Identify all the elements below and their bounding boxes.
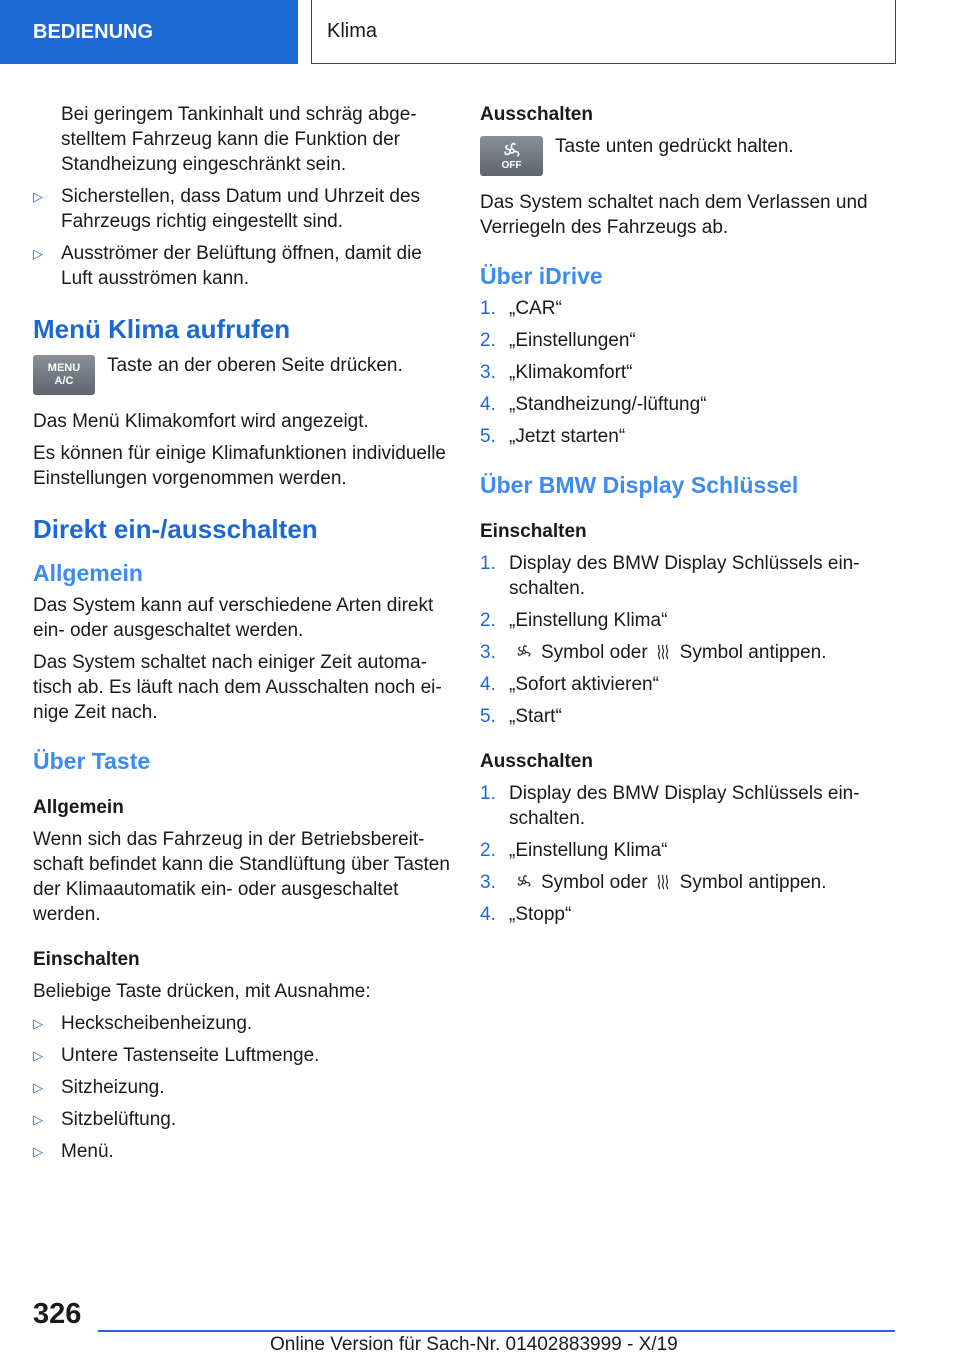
list-item: [480, 296, 900, 321]
menu-key-text: Taste an der oberen Seite drücken.: [107, 355, 403, 376]
step-number: 2.: [480, 610, 496, 631]
heading-ausschalten: Ausschalten: [480, 104, 593, 125]
heading-direct: Direkt ein-/ausschalten: [33, 514, 318, 544]
step-text: „Standheizung/-lüftung“: [509, 394, 707, 415]
list-item-text: Ausströmer der Belüftung öffnen, damit die Luft ausströmen kann.: [61, 243, 422, 289]
footer-divider: [98, 1330, 895, 1332]
step-text: „Einstellung Klima“: [509, 610, 668, 631]
section-tab: [0, 0, 298, 64]
step-number: 5.: [480, 426, 496, 447]
step-number: 2.: [480, 840, 496, 861]
list-item: [480, 902, 900, 927]
footer-version-text: Online Version für Sach-Nr. 01402883999 - X/19: [270, 1334, 678, 1355]
list-item: [480, 640, 900, 665]
general-paragraph-1: Das System kann auf verschiedene Arten direkt ein- oder ausgeschaltet werden.: [33, 595, 434, 641]
menu-key-label: MENU A/C: [47, 362, 81, 387]
list-item-text: Untere Tastenseite Luftmenge.: [61, 1045, 320, 1066]
step-number: 2.: [480, 330, 496, 351]
step-number: 4.: [480, 674, 496, 695]
list-item: [480, 392, 900, 417]
off-key-row: [480, 134, 900, 176]
list-item: [33, 1107, 451, 1132]
step-text: „Start“: [509, 706, 562, 727]
step-text: „Einstellung Klima“: [509, 840, 668, 861]
ventilation-icon: [515, 873, 533, 891]
intro-paragraph: Bei geringem Tankinhalt und schräg abgestelltem Fahrzeug kann die Funktion der Standheizung eingeschränkt sein.: [61, 104, 417, 175]
section-title: BEDIENUNG: [33, 20, 154, 43]
list-item-text: Heckscheibenheizung.: [61, 1013, 253, 1034]
page-number: 326: [33, 1298, 82, 1330]
step-number: 1.: [480, 298, 496, 319]
off-paragraph: Das System schaltet nach dem Verlassen und Verriegeln des Fahrzeugs ab.: [480, 192, 868, 238]
list-item-text: Sitzheizung.: [61, 1077, 165, 1098]
step-text: Display des BMW Display Schlüssels einschalten.: [509, 783, 860, 829]
step-number: 4.: [480, 394, 496, 415]
bullet-triangle-icon: ▷: [33, 1048, 43, 1063]
list-item-text: Menü.: [61, 1141, 114, 1162]
heading-allgemein: Allgemein: [33, 560, 143, 586]
menu-key-row: [33, 353, 451, 395]
step-text: „Einstellungen“: [509, 330, 636, 351]
list-item: [480, 608, 900, 633]
step-text: „Stopp“: [509, 904, 572, 925]
symbol-tap-text: Symbol antippen.: [679, 642, 827, 663]
step-text: „Sofort aktivieren“: [509, 674, 659, 695]
bullet-triangle-icon: ▷: [33, 246, 43, 261]
symbol-or-text: Symbol oder: [541, 872, 648, 893]
symbol-or-text: Symbol oder: [541, 642, 648, 663]
ventilation-icon: [515, 643, 533, 661]
heating-icon: [654, 873, 672, 891]
heading-menu-klima: Menü Klima aufrufen: [33, 314, 291, 344]
list-item: [480, 328, 900, 353]
step-number: 3.: [480, 362, 496, 383]
chapter-tab: [311, 0, 896, 64]
list-item-text: Sicherstellen, dass Datum und Uhrzeit des Fahrzeugs richtig eingestellt sind.: [61, 186, 421, 232]
left-column: [33, 102, 451, 1171]
list-item-text: Sitzbelüftung.: [61, 1109, 177, 1130]
fan-off-button-icon: [480, 136, 543, 176]
fan-icon: [501, 142, 523, 160]
heading-idrive: Über iDrive: [480, 263, 603, 289]
step-number: 4.: [480, 904, 496, 925]
step-number: 1.: [480, 783, 496, 804]
heating-icon: [654, 643, 672, 661]
step-text: [509, 640, 827, 665]
menu-paragraph-2: Es können für einige Klimafunktionen individuelle Einstellungen vorgenommen werden.: [33, 443, 446, 489]
heading-bmw-einschalten: Einschalten: [480, 521, 587, 542]
step-number: 5.: [480, 706, 496, 727]
list-item: [33, 1075, 451, 1100]
bullet-triangle-icon: ▷: [33, 189, 43, 204]
off-key-text: Taste unten gedrückt halten.: [555, 136, 794, 157]
list-item: [480, 424, 900, 449]
general-paragraph-2: Das System schaltet nach einiger Zeit automatisch ab. Es läuft nach dem Ausschalten noch einige Zeit nach.: [33, 652, 442, 723]
bullet-triangle-icon: ▷: [33, 1016, 43, 1031]
einschalten-paragraph: Beliebige Taste drücken, mit Ausnahme:: [33, 981, 371, 1002]
right-column: [480, 102, 900, 934]
heading-bmw-ausschalten: Ausschalten: [480, 751, 593, 772]
chapter-title: Klima: [327, 20, 378, 42]
symbol-tap-text: Symbol antippen.: [679, 872, 827, 893]
off-key-label: OFF: [501, 159, 522, 171]
list-item: [33, 241, 451, 291]
heading-bmw-display-key: Über BMW Display Schlüssel: [480, 472, 799, 498]
step-number: 3.: [480, 642, 496, 663]
bullet-triangle-icon: ▷: [33, 1112, 43, 1127]
list-item: [480, 360, 900, 385]
bullet-triangle-icon: ▷: [33, 1080, 43, 1095]
step-text: Display des BMW Display Schlüssels einschalten.: [509, 553, 860, 599]
heading-taste: Über Taste: [33, 748, 151, 774]
list-item: [33, 1011, 451, 1036]
taste-general-paragraph: Wenn sich das Fahrzeug in der Betriebsbereitschaft befindet kann die Standlüftung über Tasten der Klimaautomatik ein- oder ausgeschaltet werden.: [33, 829, 450, 925]
step-text: „Jetzt starten“: [509, 426, 626, 447]
step-number: 1.: [480, 553, 496, 574]
list-item: [480, 870, 900, 895]
list-item: [33, 1043, 451, 1068]
list-item: [480, 704, 900, 729]
step-text: „Klimakomfort“: [509, 362, 633, 383]
step-number: 3.: [480, 872, 496, 893]
list-item: [33, 1139, 451, 1164]
bullet-triangle-icon: ▷: [33, 1144, 43, 1159]
heading-einschalten: Einschalten: [33, 949, 140, 970]
menu-paragraph-1: Das Menü Klimakomfort wird angezeigt.: [33, 411, 369, 432]
heading-taste-allgemein: Allgemein: [33, 797, 124, 818]
list-item: [480, 551, 900, 601]
list-item: [480, 672, 900, 697]
menu-ac-button-icon: [33, 355, 95, 395]
step-text: „CAR“: [509, 298, 562, 319]
list-item: [480, 781, 900, 831]
list-item: [480, 838, 900, 863]
step-text: [509, 870, 827, 895]
list-item: [33, 184, 451, 234]
